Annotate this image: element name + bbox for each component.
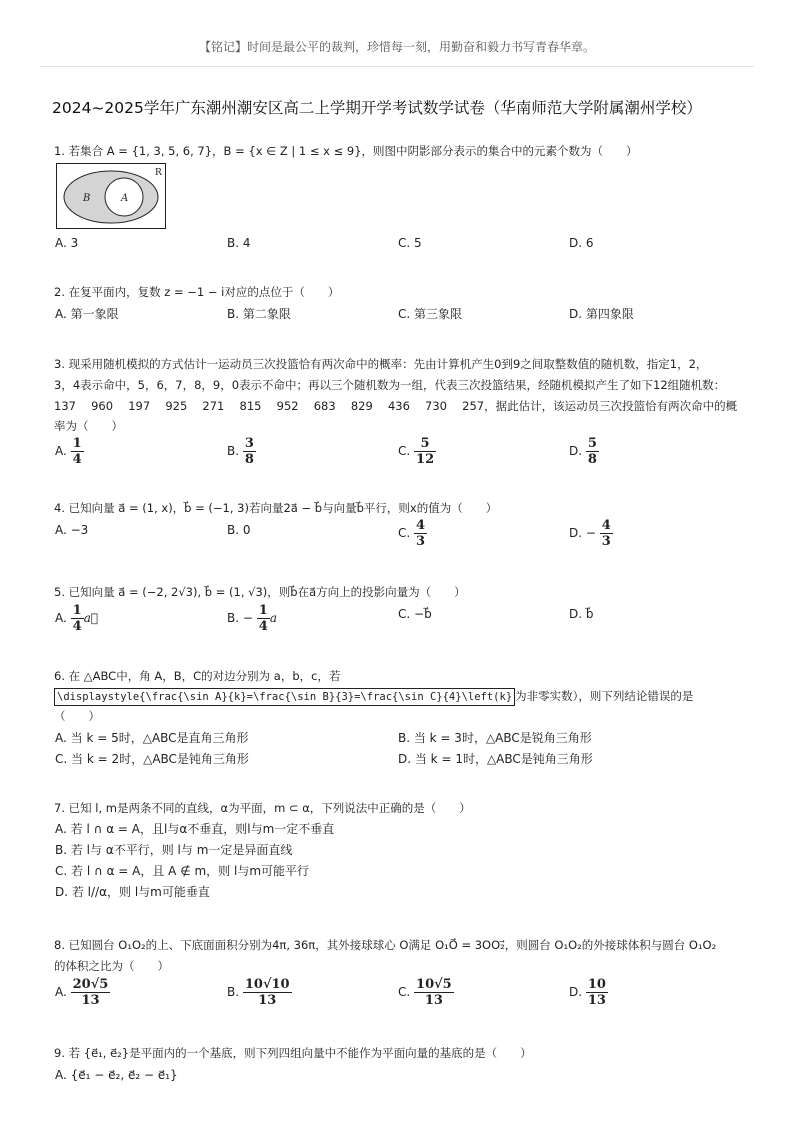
minus-sign: − [242,611,253,625]
variable-a: a [269,611,277,625]
option-label: D. [569,444,583,458]
option-label: A. [55,611,67,625]
fraction: $\frac{5}{8}$ [587,436,597,467]
fraction: $\frac{20√5}{13}$ [72,977,109,1008]
motto: 【铭记】时间是最公平的裁判，珍惜每一刻，用勤奋和毅力书写青春华章。 [198,40,595,54]
question-6-line-2 [54,688,693,706]
q6-option-d[interactable]: D. 当 k = 1时，△ABC是钝角三角形 [398,752,593,766]
q5-option-d[interactable]: D. b⃗ [569,607,594,621]
q4-option-c[interactable] [398,518,427,549]
fraction: $\frac{10√10}{13}$ [244,977,290,1008]
question-3-line-3: 137 960 197 925 271 815 952 683 829 436 730 257，据此估计，该运动员三次投篮恰有两次命中的概 [54,399,738,413]
option-label: B. [227,444,240,458]
question-3-line-2: 3，4表示命中，5，6，7，8，9，0表示不命中；再以三个随机数为一组，代表三次投篮结果，经随机模拟产生了如下12组随机数： [54,378,726,392]
q9-option-a[interactable]: A. {e⃗₁ − e⃗₂, e⃗₂ − e⃗₁} [55,1068,178,1082]
q4-option-a[interactable]: A. −3 [55,523,89,537]
fraction: $\frac{1}{4}$ [258,603,268,634]
fraction: $\frac{4}{3}$ [601,518,611,549]
q8-option-a[interactable] [55,977,110,1008]
option-label: B. [227,611,240,625]
option-label: A. [55,985,67,999]
question-9: 9. 若 {e⃗₁, e⃗₂}是平面内的一个基底，则下列四组向量中不能作为平面向量的基底的是（ ） [54,1046,532,1060]
q6-option-c[interactable]: C. 当 k = 2时，△ABC是钝角三角形 [55,752,249,766]
q7-option-c[interactable]: C. 若 l ∩ α = A，且 A ∉ m，则 l与m可能平行 [55,864,310,878]
question-3-line-4: 率为（ ） [54,419,123,433]
fraction: $\frac{3}{8}$ [244,436,254,467]
q1-option-d[interactable]: D. 6 [569,236,594,250]
q3-option-c[interactable] [398,436,436,467]
q3-option-b[interactable] [227,436,256,467]
q6-option-a[interactable]: A. 当 k = 5时，△ABC是直角三角形 [55,731,249,745]
fraction: $\frac{4}{3}$ [416,518,426,549]
fraction: $\frac{10√5}{13}$ [416,977,452,1008]
venn-label-b: B [83,193,91,204]
question-6-line-2-tail: 为非零实数），则下列结论错误的是 [515,689,694,703]
question-7: 7. 已知 l, m是两条不同的直线，α为平面，m ⊂ α，下列说法中正确的是（ ） [54,801,471,815]
question-5: 5. 已知向量 a⃗ = (−2, 2√3), b⃗ = (1, √3)，则b⃗在a⃗方向上的投影向量为（ ） [54,585,466,599]
latex-error-box: \displaystyle{\frac{\sin A}{k}=\frac{\sin B}{3}=\frac{\sin C}{4}\left(k} [54,688,515,706]
q6-option-b[interactable]: B. 当 k = 3时，△ABC是锐角三角形 [398,731,592,745]
q2-option-b[interactable]: B. 第二象限 [227,307,291,321]
question-6-line-3: （ ） [54,709,100,723]
venn-universe-label: R [155,168,162,178]
q1-option-b[interactable]: B. 4 [227,236,251,250]
header-divider [40,66,754,67]
q5-option-a[interactable] [55,603,98,634]
q4-option-d[interactable] [569,518,613,549]
fraction: $\frac{10}{13}$ [587,977,606,1008]
option-label: B. [227,985,240,999]
option-label: C. [398,444,411,458]
question-4: 4. 已知向量 a⃗ = (1, x)，b⃗ = (−1, 3)若向量2a⃗ − b⃗与向量b⃗平行，则x的值为（ ） [54,501,498,515]
fraction: $\frac{5}{12}$ [416,436,435,467]
option-label: C. [398,526,411,540]
vector-a: a⃗ [83,611,99,625]
venn-diagram [56,163,166,229]
option-label: C. [398,985,411,999]
q8-option-b[interactable] [227,977,292,1008]
fraction: $\frac{1}{4}$ [72,436,82,467]
q3-option-d[interactable] [569,436,599,467]
q5-option-c[interactable]: C. −b⃗ [398,607,432,621]
question-6-line-1: 6. 在 △ABC中，角 A，B，C的对边分别为 a，b，c，若 [54,669,341,683]
question-2: 2. 在复平面内，复数 z = −1 − i对应的点位于（ ） [54,285,340,299]
question-1: 1. 若集合 A = {1, 3, 5, 6, 7}，B = {x ∈ Z | 1 ≤ x ≤ 9}，则图中阴影部分表示的集合中的元素个数为（ ） [54,144,638,158]
q5-option-b[interactable] [227,603,277,634]
q7-option-b[interactable]: B. 若 l与 α不平行，则 l与 m一定是异面直线 [55,843,293,857]
fraction: $\frac{1}{4}$ [72,603,82,634]
q7-option-a[interactable]: A. 若 l ∩ α = A，且l与α不垂直，则l与m一定不垂直 [55,822,335,836]
option-label: A. [55,444,67,458]
q1-option-c[interactable]: C. 5 [398,236,422,250]
q8-option-c[interactable] [398,977,454,1008]
option-label: D. [569,985,583,999]
q3-option-a[interactable] [55,436,84,467]
minus-sign: − [585,526,596,540]
question-3-line-1: 3. 现采用随机模拟的方式估计一运动员三次投篮恰有两次命中的概率：先由计算机产生0到9之间取整数值的随机数，指定1，2， [54,357,708,371]
question-8-line-2: 的体积之比为（ ） [54,959,169,973]
q2-option-a[interactable]: A. 第一象限 [55,307,119,321]
q7-option-d[interactable]: D. 若 l//α，则 l与m可能垂直 [55,885,210,899]
q2-option-c[interactable]: C. 第三象限 [398,307,463,321]
q1-option-a[interactable]: A. 3 [55,236,79,250]
option-label: D. [569,526,583,540]
q8-option-d[interactable] [569,977,608,1008]
question-8-line-1: 8. 已知圆台 O₁O₂的上、下底面面积分别为4π, 36π，其外接球球心 O满足 O₁O⃗ = 3OO₂⃗，则圆台 O₁O₂的外接球体积与圆台 O₁O₂ [54,938,717,952]
q2-option-d[interactable]: D. 第四象限 [569,307,634,321]
venn-label-a: A [121,193,129,204]
page-title: 2024~2025学年广东潮州潮安区高二上学期开学考试数学试卷（华南师范大学附属潮州学校） [52,99,702,117]
q4-option-b[interactable]: B. 0 [227,523,251,537]
